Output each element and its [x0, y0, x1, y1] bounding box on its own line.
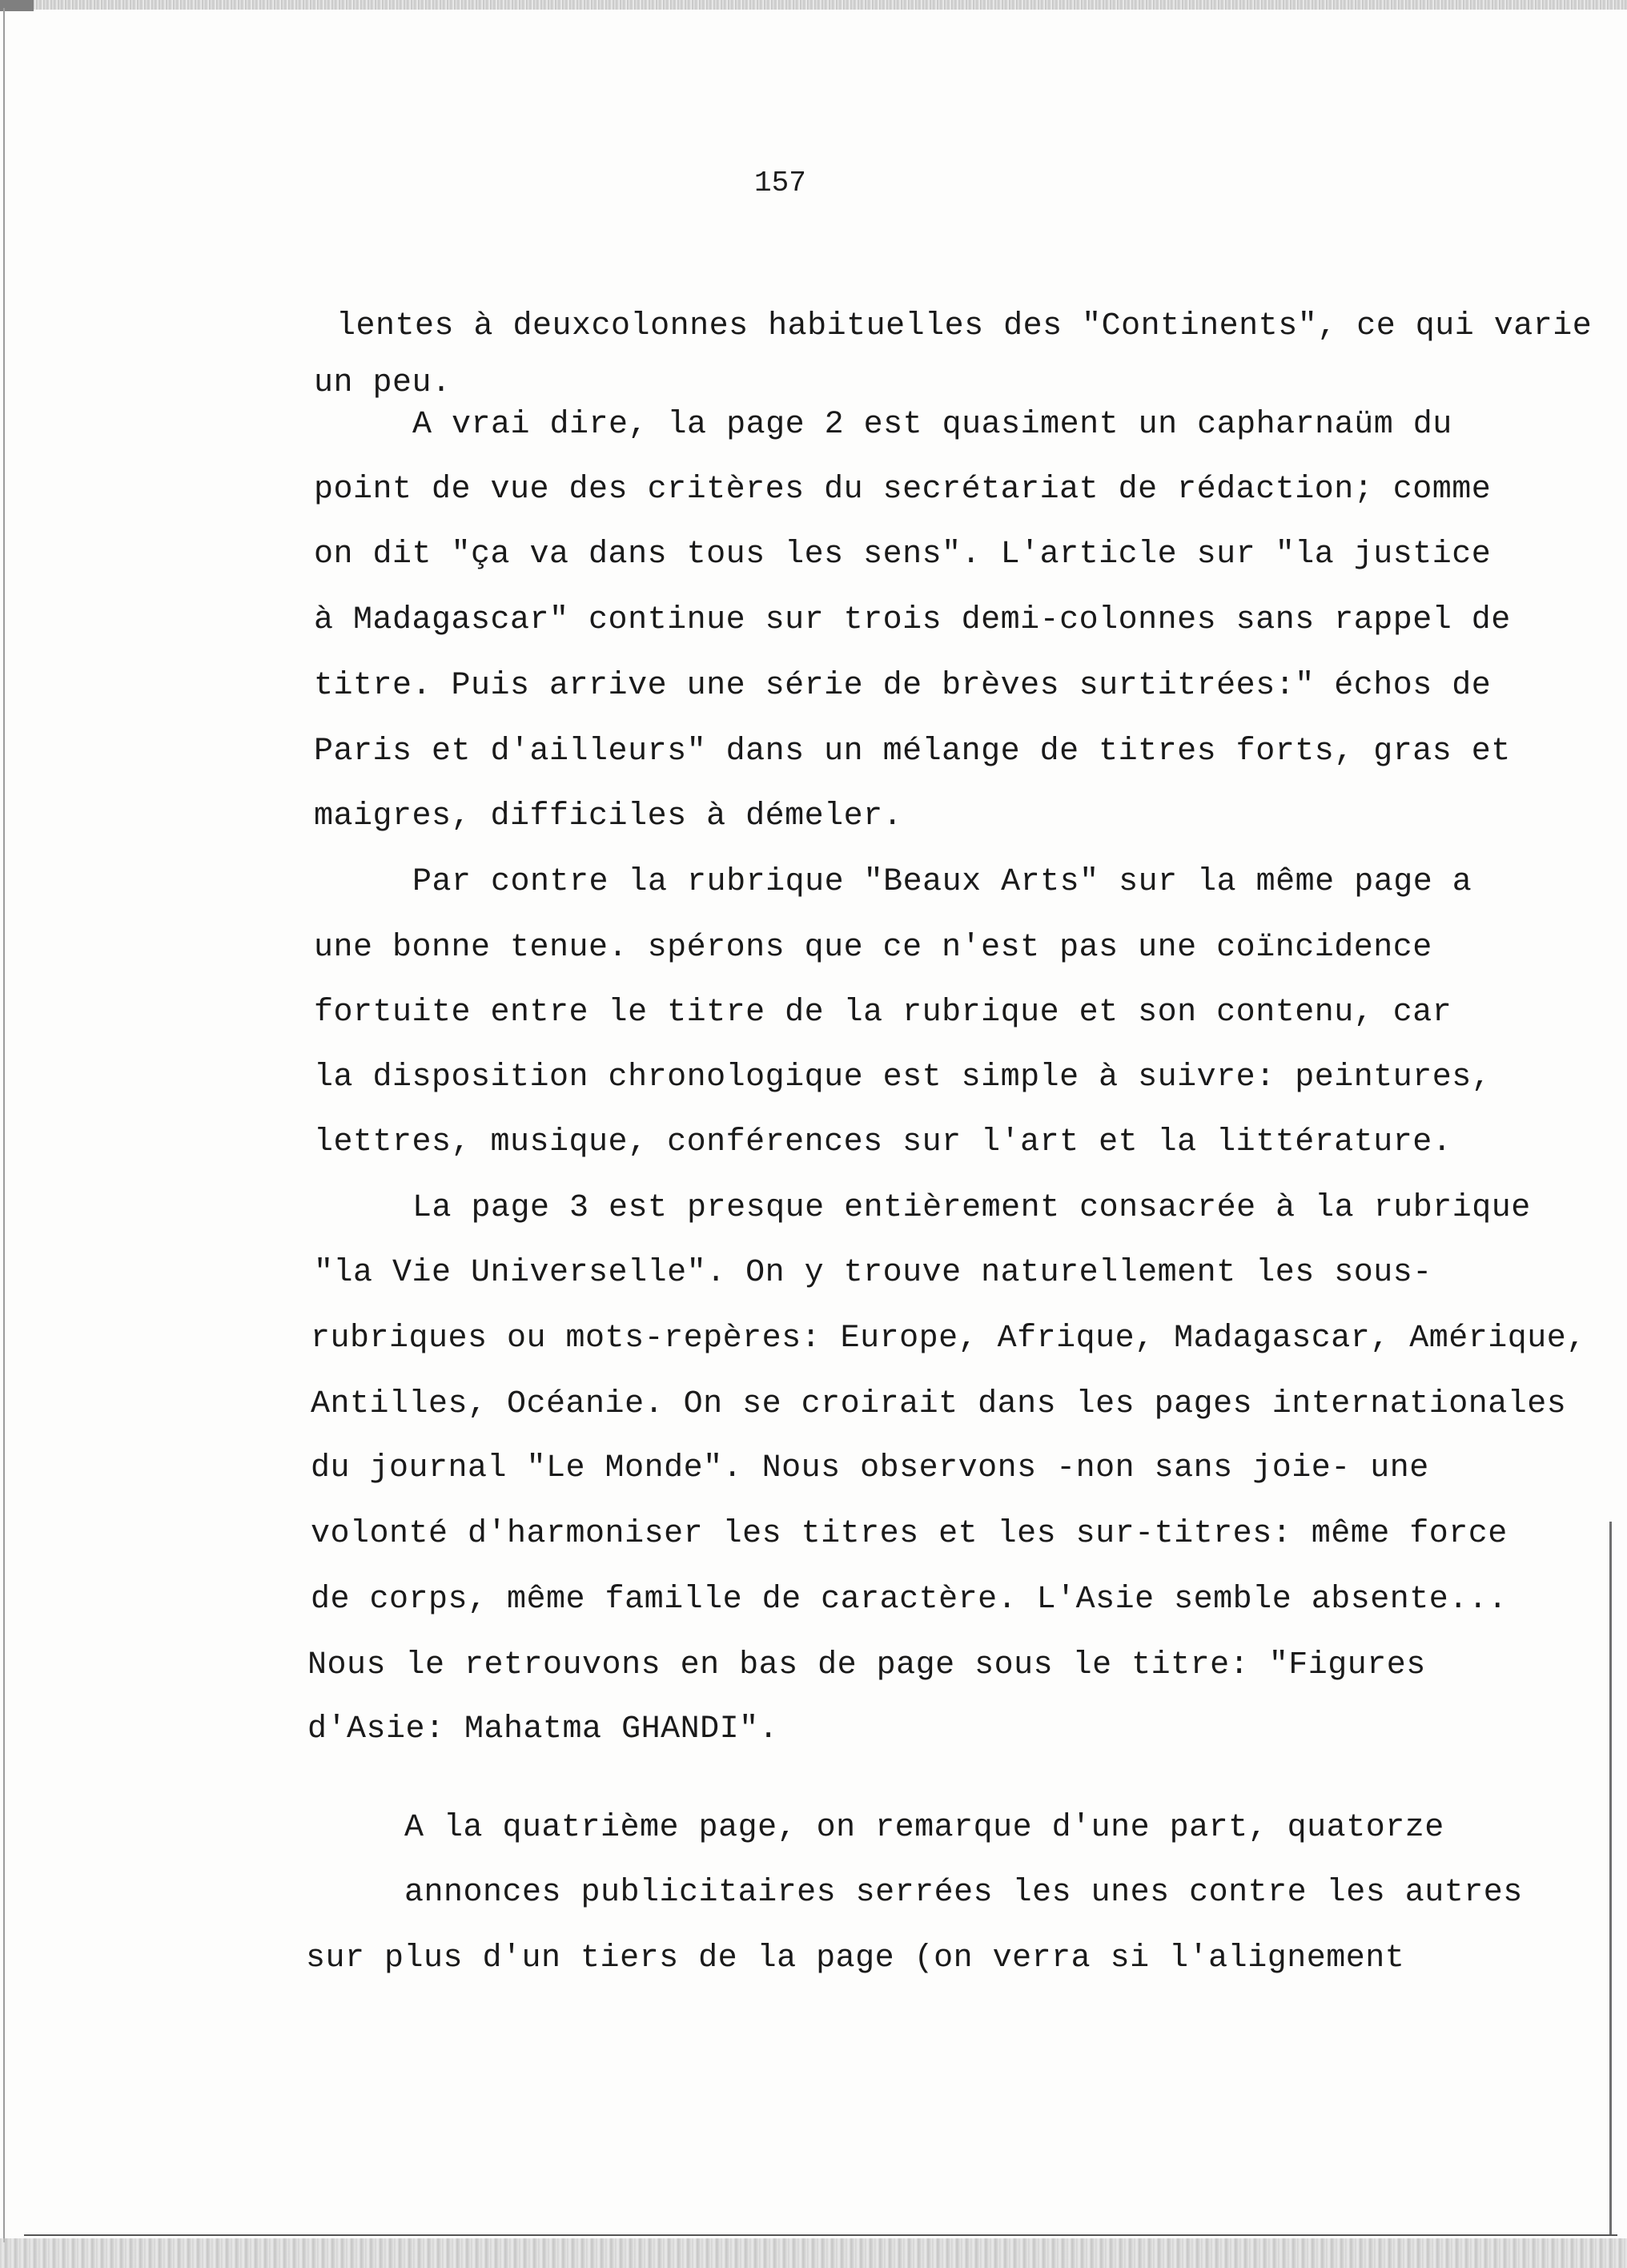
- text-line: de corps, même famille de caractère. L'Asie semble absente...: [311, 1582, 1508, 1618]
- text-line: Paris et d'ailleurs" dans un mélange de titres forts, gras et: [314, 734, 1511, 770]
- text-line: A la quatrième page, on remarque d'une part, quatorze: [404, 1810, 1444, 1846]
- text-line: rubriques ou mots-repères: Europe, Afrique, Madagascar, Amérique,: [311, 1321, 1586, 1357]
- text-line: on dit "ça va dans tous les sens". L'article sur "la justice: [314, 537, 1492, 573]
- text-line: lentes à deuxcolonnes habituelles des "Continents", ce qui varie: [336, 308, 1593, 344]
- text-line: A vrai dire, la page 2 est quasiment un capharnaüm du: [412, 407, 1452, 443]
- text-line: du journal "Le Monde". Nous observons -non sans joie- une: [311, 1450, 1429, 1486]
- text-line: "la Vie Universelle". On y trouve naturellement les sous-: [314, 1255, 1432, 1291]
- text-line: titre. Puis arrive une série de brèves surtitrées:" échos de: [314, 668, 1492, 704]
- page-number: 157: [754, 167, 806, 199]
- text-line: maigres, difficiles à démeler.: [314, 798, 903, 834]
- text-line: La page 3 est presque entièrement consacrée à la rubrique: [412, 1190, 1531, 1226]
- text-line: volonté d'harmoniser les titres et les sur-titres: même force: [311, 1516, 1508, 1552]
- text-line: Par contre la rubrique "Beaux Arts" sur la même page a: [412, 864, 1472, 900]
- text-line: la disposition chronologique est simple à suivre: peintures,: [314, 1060, 1492, 1096]
- text-line: Nous le retrouvons en bas de page sous le titre: "Figures: [307, 1647, 1426, 1683]
- text-line: à Madagascar" continue sur trois demi-colonnes sans rappel de: [314, 602, 1511, 638]
- text-line: Antilles, Océanie. On se croirait dans les pages internationales: [311, 1386, 1567, 1422]
- text-line: lettres, musique, conférences sur l'art et la littérature.: [314, 1124, 1452, 1160]
- text-line: d'Asie: Mahatma GHANDI".: [307, 1711, 779, 1747]
- text-line: une bonne tenue. spérons que ce n'est pas une coïncidence: [314, 930, 1432, 966]
- text-line: point de vue des critères du secrétariat de rédaction; comme: [314, 472, 1492, 508]
- text-line: fortuite entre le titre de la rubrique et son contenu, car: [314, 995, 1452, 1031]
- text-line: annonces publicitaires serrées les unes contre les autres: [404, 1875, 1523, 1911]
- text-line: sur plus d'un tiers de la page (on verra si l'alignement: [306, 1940, 1405, 1976]
- text-line: un peu.: [314, 365, 452, 401]
